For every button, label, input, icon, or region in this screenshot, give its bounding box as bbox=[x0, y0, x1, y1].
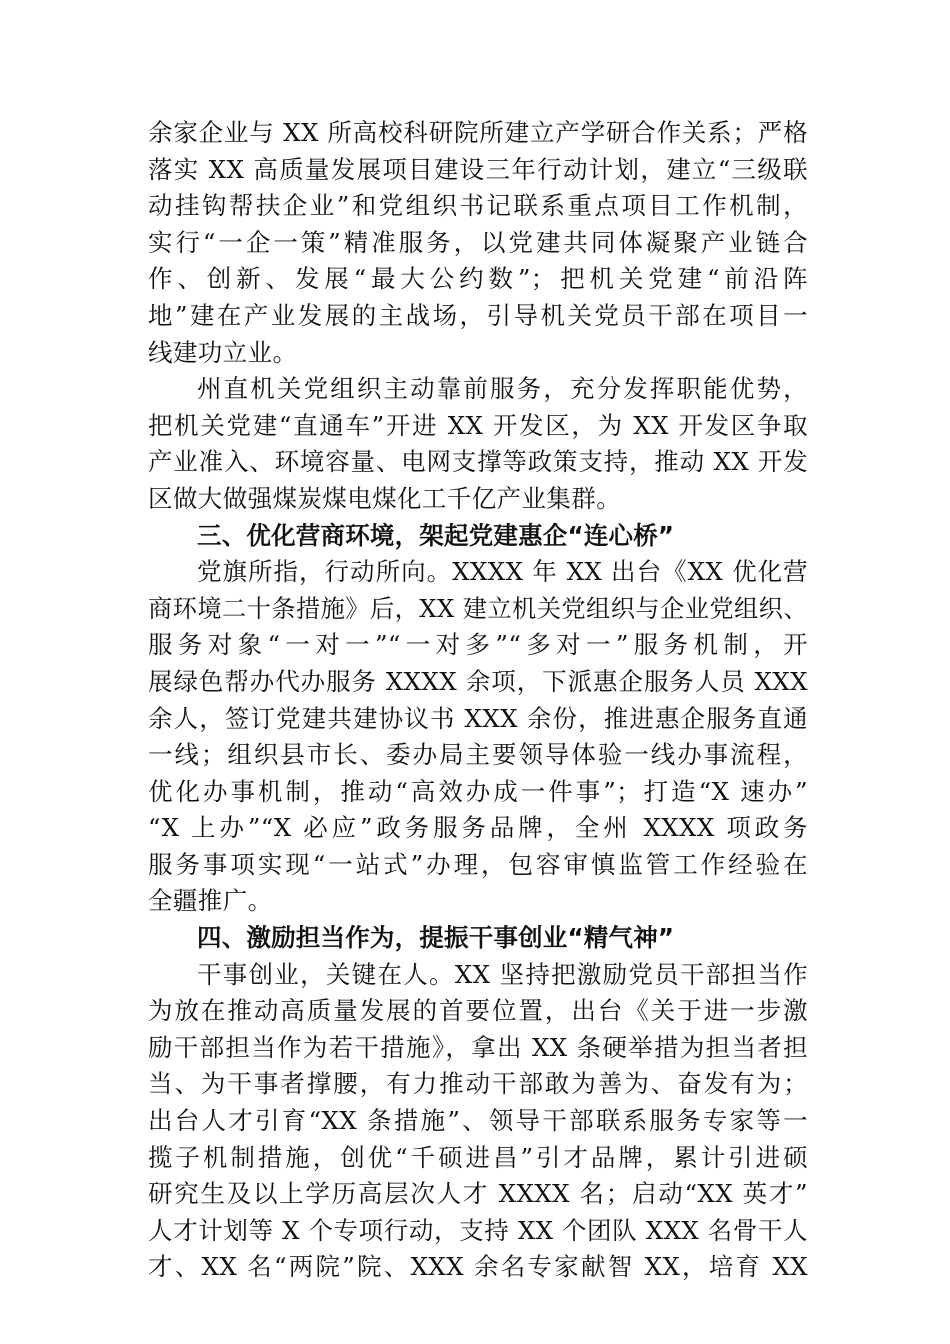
text-line: 当、为干事者撑腰，有力推动干部敢为善为、奋发有为； bbox=[148, 1069, 808, 1099]
text-line: 励干部担当作为若干措施》，拿出 XX 条硬举措为担当者担 bbox=[148, 1032, 808, 1062]
text-line: 服务对象“一对一”“一对多”“多对一”服务机制，开 bbox=[148, 630, 808, 660]
paragraph bbox=[148, 115, 808, 371]
text-line: 干事创业，关键在人。XX 坚持把激励党员干部担当作 bbox=[197, 959, 808, 989]
text-line: 人才计划等 X 个专项行动，支持 XX 个团队 XXX 名骨干人 bbox=[148, 1215, 808, 1245]
text-line: 党旗所指，行动所向。XXXX 年 XX 出台《XX 优化营 bbox=[197, 557, 808, 587]
text-line: 州直机关党组织主动靠前服务，充分发挥职能优势， bbox=[197, 374, 808, 404]
text-line: 才、XX 名“两院”院、XXX 余名专家献智 XX，培育 XX bbox=[148, 1252, 808, 1282]
text-line: 地”建在产业发展的主战场，引导机关党员干部在项目一 bbox=[148, 300, 808, 330]
document-page bbox=[148, 115, 808, 1286]
text-line: 一线；组织县市长、委办局主要领导体验一线办事流程， bbox=[148, 740, 808, 770]
text-line: 服务事项实现“一站式”办理，包容审慎监管工作经验在 bbox=[148, 849, 808, 879]
text-line: 动挂钩帮扶企业”和党组织书记联系重点项目工作机制， bbox=[148, 191, 808, 221]
text-line: 线建功立业。 bbox=[148, 337, 298, 367]
text-line: 优化办事机制，推动“高效办成一件事”；打造“X 速办” bbox=[148, 776, 808, 806]
text-line: 实行“一企一策”精准服务，以党建共同体凝聚产业链合 bbox=[148, 227, 808, 257]
text-line: 为放在推动高质量发展的首要位置，出台《关于进一步激 bbox=[148, 996, 808, 1026]
section-heading: 四、激励担当作为，提振干事创业“精气神” bbox=[197, 923, 675, 953]
text-line: 作、创新、发展“最大公约数”；把机关党建“前沿阵 bbox=[148, 264, 808, 294]
text-line: 把机关党建“直通车”开进 XX 开发区，为 XX 开发区争取 bbox=[148, 410, 808, 440]
text-line: 研究生及以上学历高层次人才 XXXX 名；启动“XX 英才” bbox=[148, 1179, 808, 1209]
text-line: 余人，签订党建共建协议书 XXX 余份，推进惠企服务直通 bbox=[148, 703, 808, 733]
text-line: 商环境二十条措施》后，XX 建立机关党组织与企业党组织、 bbox=[148, 593, 808, 623]
paragraph bbox=[148, 554, 808, 920]
text-line: 落实 XX 高质量发展项目建设三年行动计划，建立“三级联 bbox=[148, 154, 808, 184]
section-heading: 三、优化营商环境，架起党建惠企“连心桥” bbox=[197, 520, 675, 550]
text-line: 出台人才引育“XX 条措施”、领导干部联系服务专家等一 bbox=[148, 1106, 808, 1136]
text-line: 全疆推广。 bbox=[148, 886, 273, 916]
text-line: “X 上办”“X 必应”政务服务品牌，全州 XXXX 项政务 bbox=[148, 813, 808, 843]
text-line: 余家企业与 XX 所高校科研院所建立产学研合作关系；严格 bbox=[148, 118, 808, 147]
paragraph bbox=[148, 957, 808, 1286]
paragraph bbox=[148, 371, 808, 517]
text-line: 揽子机制措施，创优“千硕进昌”引才品牌，累计引进硕 bbox=[148, 1142, 808, 1172]
text-line: 展绿色帮办代办服务 XXXX 余项，下派惠企服务人员 XXX bbox=[148, 666, 808, 696]
text-line: 产业准入、环境容量、电网支撑等政策支持，推动 XX 开发 bbox=[148, 447, 808, 477]
text-line: 区做大做强煤炭煤电煤化工千亿产业集群。 bbox=[148, 483, 622, 513]
